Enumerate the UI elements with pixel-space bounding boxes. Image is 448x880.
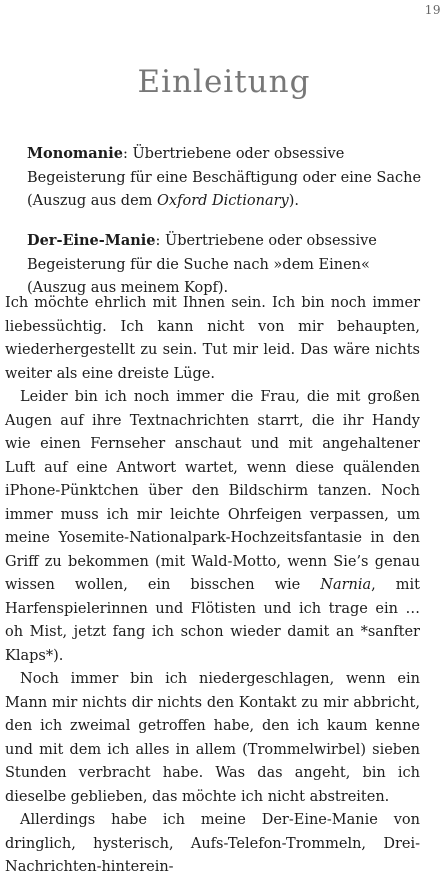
- paragraph-3: Noch immer bin ich niedergeschlagen, wenn ein Mann mir nichts dir nichts den Kontakt zu mir abbricht, den ich zweimal getroffen habe, den ich kaum kenne und mit dem ich alles in allem (Trommelwirbel) sieben Stunden verbracht habe. Was das angeht, bin ich dieselbe geblieben, das möchte ich nicht abstreiten.: [5, 671, 420, 805]
- chapter-title: Einleitung: [137, 64, 311, 100]
- definition-text: : Übertriebene oder obsessive Begeisterung für eine Beschäftigung oder eine Sache (Auszug aus dem: [27, 146, 422, 209]
- paragraph-1: Ich möchte ehrlich mit Ihnen sein. Ich bin noch immer liebessüchtig. Ich kann nicht von mir behaupten, wiederhergestellt zu sein. Tut mir leid. Das wäre nichts weiter als eine dreiste Lüge.: [5, 295, 420, 382]
- paragraph-4: Allerdings habe ich meine Der-Eine-Manie von dringlich, hysterisch, Aufs-Telefon-Trommeln, Drei-Nachrichten-hinterein-: [5, 812, 420, 875]
- definition-text: : Übertriebene oder obsessive Begeisterung für die Suche nach »dem Einen« (Auszug aus meinem Kopf).: [27, 233, 377, 296]
- body-text: [5, 292, 420, 880]
- paragraph-2-end: , mit Harfenspielerinnen und Flötisten und ich trage ein … oh Mist, jetzt fang ich schon wieder damit an *sanfter Klaps*).: [5, 577, 420, 664]
- paragraph-2: [5, 386, 420, 668]
- definition-text-end: ).: [288, 193, 299, 209]
- definition-monomanie: [27, 142, 425, 214]
- page-number: 19: [424, 3, 441, 17]
- narnia-italic: Narnia: [320, 577, 372, 593]
- definition-der-eine-manie: [27, 229, 425, 301]
- paragraph-2-text: Leider bin ich noch immer die Frau, die mit großen Augen auf ihre Textnachrichten starrt, die ihr Handy wie einen Fernseher anschaut und mit angehaltener Luft auf eine Antwort wartet, wenn diese quälenden iPhone-Pünktchen über den Bildschirm tanzen. Noch immer muss ich mir leichte Ohrfeigen verpassen, um meine Yosemite-Nationalpark-Hochzeitsfantasie in den Griff zu bekommen (mit Wald-Motto, wenn Sie’s genau wissen wollen, ein bisschen wie: [5, 389, 420, 593]
- definition-source: Oxford Dictionary: [157, 193, 289, 209]
- definition-term: Der-Eine-Manie: [27, 232, 156, 249]
- definition-term: Monomanie: [27, 145, 123, 162]
